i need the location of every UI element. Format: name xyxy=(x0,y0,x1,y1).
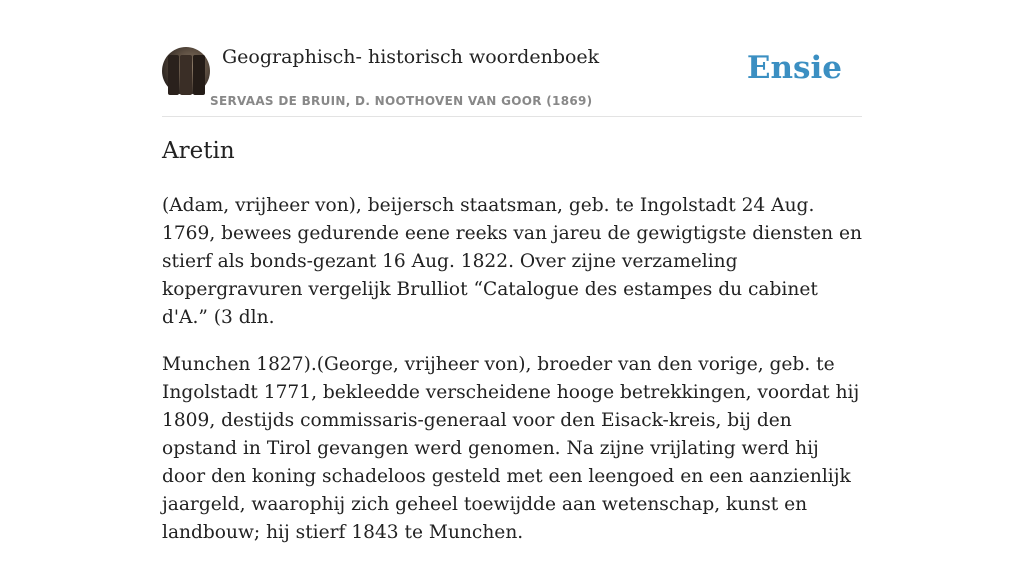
ensie-logo[interactable]: Ensie xyxy=(746,50,842,86)
book-title[interactable]: Geographisch- historisch woordenboek xyxy=(222,46,600,68)
book-spine xyxy=(168,55,179,95)
book-authors: SERVAAS DE BRUIN, D. NOOTHOVEN VAN GOOR (1869) xyxy=(210,94,593,108)
entry-paragraph: (Adam, vrijheer von), beijersch staatsman, geb. te Ingolstadt 24 Aug. 1769, bewees gedurende eene reeks van jareu de gewigtigste diensten en stierf als bonds-gezant 16 Aug. 1822. Over zijne verzameling kopergravuren vergelijk Brulliot “Catalogue des estampes du cabinet d'A.” (3 dln. xyxy=(162,195,862,328)
book-spine xyxy=(180,55,192,95)
book-header xyxy=(162,40,862,117)
entry-title: Aretin xyxy=(162,138,235,164)
book-spine xyxy=(193,55,205,95)
book-cover-icon[interactable] xyxy=(162,47,210,95)
entry-body xyxy=(162,192,862,566)
entry-paragraph: Munchen 1827).(George, vrijheer von), broeder van den vorige, geb. te Ingolstadt 1771, bekleedde verscheidene hooge betrekkingen, voordat hij 1809, destijds commissaris-generaal voor den Eisack-kreis, bij den opstand in Tirol gevangen werd genomen. Na zijne vrijlating werd hij door den koning schadeloos gesteld met een leengoed en een aanzienlijk jaargeld, waarophij zich geheel toewijdde aan wetenschap, kunst en landbouw; hij stierf 1843 te Munchen. xyxy=(162,354,860,543)
